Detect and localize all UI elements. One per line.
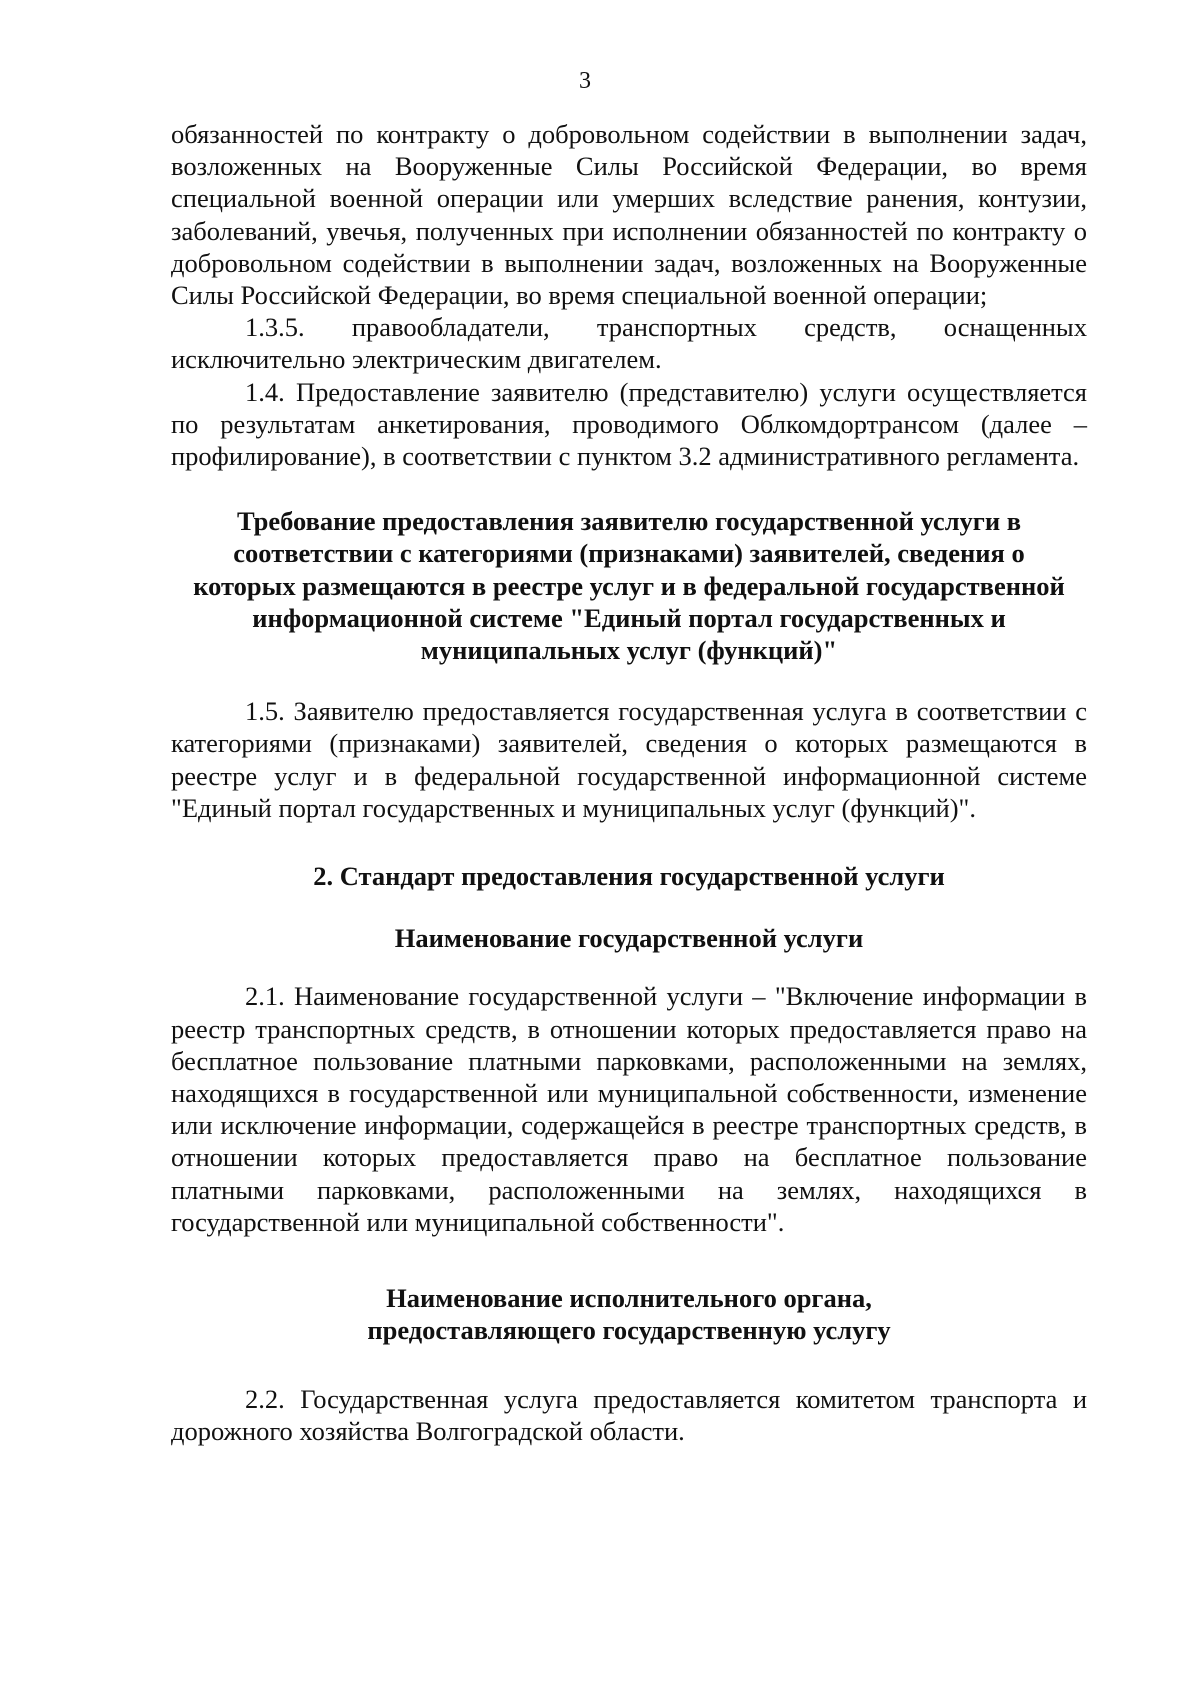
heading-section-2: 2. Стандарт предоставления государственной услуги (313, 861, 945, 892)
heading-organ-line-1: Наименование исполнительного органа, (386, 1283, 872, 1314)
paragraph-1-4: 1.4. Предоставление заявителю (представителю) услуги осуществляется по результатам анкетирования, проводимого Облкомдортрансом (далее – профилирование), в соответствии с пунктом 3.2 административного регламента. (171, 376, 1087, 472)
heading-organ-line-2: предоставляющего государственную услугу (367, 1315, 891, 1346)
document-body (171, 118, 1087, 1447)
paragraph-continuation: обязанностей по контракту о добровольном содействии в выполнении задач, возложенных на Вооруженные Силы Российской Федерации, во время специальной военной операции или умерших вследствие ранения, контузии, заболеваний, увечья, полученных при исполнении обязанностей по контракту о добровольном содействии в выполнении задач, возложенных на Вооруженные Силы Российской Федерации, во время специальной военной операции; (171, 119, 1087, 311)
paragraph-2-2: 2.2. Государственная услуга предоставляется комитетом транспорта и дорожного хозяйства Волгоградской области. (171, 1383, 1087, 1446)
paragraph-1-5: 1.5. Заявителю предоставляется государственная услуга в соответствии с категориями (признаками) заявителей, сведения о которых размещаются в реестре услуг и в федеральной государственной информационной системе "Единый портал государственных и муниципальных услуг (функций)". (171, 696, 1087, 823)
paragraph-1-3-5: 1.3.5. правообладатели, транспортных средств, оснащенных исключительно электрическим двигателем. (171, 312, 1087, 375)
paragraph-2-1: 2.1. Наименование государственной услуги – "Включение информации в реестр транспортных средств, в отношении которых предоставляется право на бесплатное пользование платными парковками, расположенными на землях, находящихся в государственной или муниципальной собственности, изменение или исключение информации, содержащейся в реестре транспортных средств, в отношении которых предоставляется право на бесплатное пользование платными парковками, расположенными на землях, находящихся в государственной или муниципальной собственности". (171, 981, 1087, 1237)
heading-requirement: Требование предоставления заявителю государственной услуги в соответствии с категориями (признаками) заявителей, сведения о которых размещаются в реестре услуг и в федеральной государственной информационной системе "Единый портал государственных и муниципальных услуг (функций)" (193, 506, 1065, 666)
heading-service-name: Наименование государственной услуги (394, 923, 864, 954)
page-number: 3 (579, 68, 591, 94)
